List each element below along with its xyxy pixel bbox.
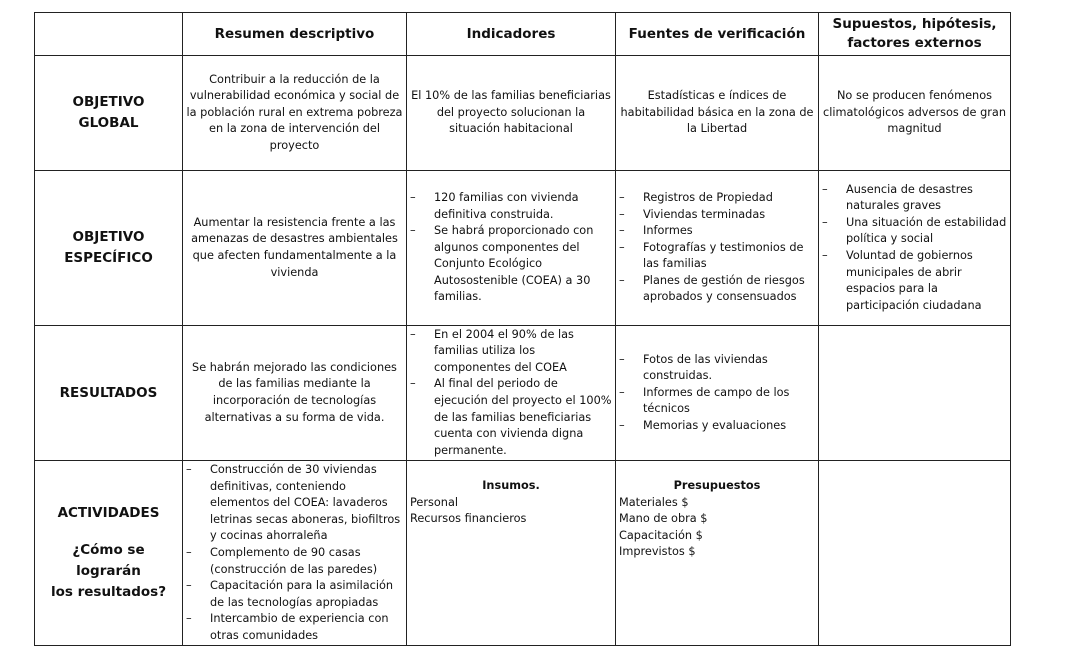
label-line1: OBJETIVO [72,229,145,245]
header-resumen: Resumen descriptivo [183,13,407,56]
label-line1: OBJETIVO [72,94,145,110]
actividades-question-line1: ¿Cómo se lograrán [72,541,145,579]
logical-framework-table [34,12,1011,646]
label-line2: GLOBAL [78,115,139,131]
actividades-question-line2: los resultados? [50,583,167,600]
actividades-supuestos-empty [819,461,1011,646]
global-fuentes: Estadísticas e índices de habitabilidad básica en la zona de la Libertad [616,56,819,171]
list-item: Materiales $ [619,495,689,509]
header-supuestos-line1: Supuestos, hipótesis, [832,16,997,32]
resultados-fuentes [616,326,819,461]
header-supuestos-line2: factores externos [847,35,982,51]
row-objetivo-global [35,56,1011,171]
list-item: – Intercambio de experiencia con otras comunidades [186,611,403,644]
row-actividades [35,461,1011,646]
list-item: – Una situación de estabilidad política y social [822,215,1007,248]
especifico-fuentes [616,171,819,326]
list-item: – Viviendas terminadas [619,207,815,224]
resultados-supuestos-empty [819,326,1011,461]
row-resultados [35,326,1011,461]
header-empty-cell [35,13,183,56]
list-item: – Memorias y evaluaciones [619,418,815,435]
global-resumen: Contribuir a la reducción de la vulnerabilidad económica y social de la población rural en extrema pobreza en la zona de intervención del proyecto [183,56,407,171]
actividades-insumos [407,461,616,646]
list-item: Imprevistos $ [619,545,696,559]
list-item: Recursos financieros [410,512,527,526]
label-line2: ESPECÍFICO [64,250,153,266]
list-item: – Informes [619,223,815,240]
list-item: – Registros de Propiedad [619,190,815,207]
especifico-resumen: Aumentar la resistencia frente a las amenazas de desastres ambientales que afecten fundamentalmente a la vivienda [183,171,407,326]
actividades-presupuestos [616,461,819,646]
header-fuentes: Fuentes de verificación [616,13,819,56]
list-item: – Complemento de 90 casas (construcción de las paredes) [186,545,403,578]
list-item: – Fotos de las viviendas construidas. [619,352,815,385]
header-supuestos [819,13,1011,56]
list-item: – Informes de campo de los técnicos [619,385,815,418]
list-item: – Ausencia de desastres naturales graves [822,182,1007,215]
row-label-resultados: RESULTADOS [35,326,183,461]
global-indicadores: El 10% de las familias beneficiarias del proyecto solucionan la situación habitacional [407,56,616,171]
row-label-especifico [35,171,183,326]
resultados-indicadores [407,326,616,461]
actividades-label: ACTIVIDADES [57,504,160,521]
list-item: – Se habrá proporcionado con algunos componentes del Conjunto Ecológico Autosostenible (COEA) a 30 familias. [410,223,612,306]
resultados-resumen: Se habrán mejorado las condiciones de las familias mediante la incorporación de tecnologías alternativas a su forma de vida. [183,326,407,461]
presupuestos-title: Presupuestos [673,479,761,492]
list-item: – En el 2004 el 90% de las familias utiliza los componentes del COEA [410,327,612,377]
list-item: – Capacitación para la asimilación de las tecnologías apropiadas [186,578,403,611]
list-item: – Al final del periodo de ejecución del proyecto el 100% de las familias beneficiarias cuenta con vivienda digna permanente. [410,376,612,459]
header-indicadores: Indicadores [407,13,616,56]
list-item: – 120 familias con vivienda definitiva construida. [410,190,612,223]
list-item: – Construcción de 30 viviendas definitivas, conteniendo elementos del COEA: lavaderos letrinas secas aboneras, biofiltros y cocinas ahorraleña [186,462,403,545]
insumos-title: Insumos. [482,479,540,492]
row-label-actividades [35,461,183,646]
list-item: Capacitación $ [619,528,703,542]
list-item: – Voluntad de gobiernos municipales de abrir espacios para la participación ciudadana [822,248,1007,314]
actividades-resumen [183,461,407,646]
especifico-indicadores [407,171,616,326]
list-item: Mano de obra $ [619,512,708,526]
list-item: Personal [410,495,459,509]
global-supuestos: No se producen fenómenos climatológicos adversos de gran magnitud [819,56,1011,171]
especifico-supuestos [819,171,1011,326]
row-label-global [35,56,183,171]
list-item: – Planes de gestión de riesgos aprobados y consensuados [619,273,815,306]
row-objetivo-especifico [35,171,1011,326]
header-row [35,13,1011,56]
list-item: – Fotografías y testimonios de las familias [619,240,815,273]
